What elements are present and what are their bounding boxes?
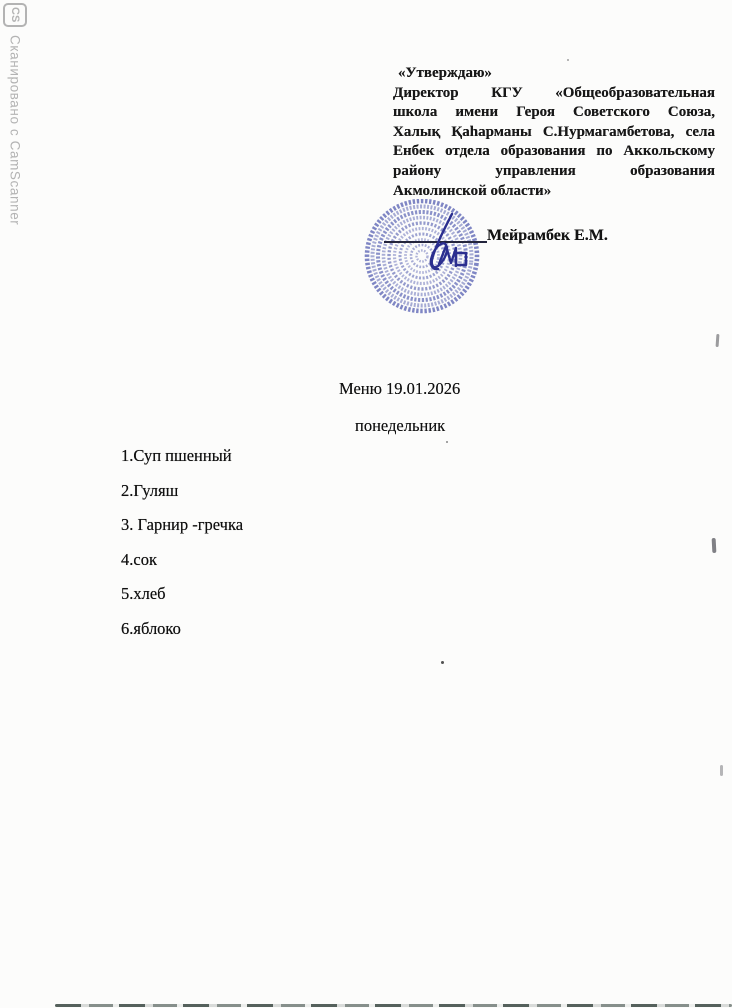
approval-line: Директор КГУ «Общеобразовательная xyxy=(393,84,715,101)
approval-line: Халық Қаһарманы С.Нурмагамбетова, села xyxy=(393,123,715,140)
menu-weekday: понедельник xyxy=(355,416,446,435)
menu-title: Меню 19.01.2026 xyxy=(339,379,461,398)
camscanner-logo-icon: CS xyxy=(3,3,27,27)
approval-line: школа имени Героя Советского Союза, xyxy=(393,104,715,121)
scan-speck xyxy=(441,661,444,664)
menu-item-list xyxy=(121,446,243,653)
approval-line: Енбек отдела образования по Аккольскому xyxy=(393,143,715,160)
menu-item: 6.яблоко xyxy=(121,618,181,638)
approval-line: «Утверждаю» xyxy=(398,65,492,81)
scan-speck xyxy=(567,59,569,61)
page-bottom-edge-artifact xyxy=(55,1004,732,1008)
menu-item: 1.Суп пшенный xyxy=(121,446,232,465)
scan-speck xyxy=(446,441,448,443)
scan-smudge xyxy=(712,538,717,553)
menu-item: 4.сок xyxy=(121,549,157,569)
camscanner-watermark xyxy=(3,3,27,323)
approval-header-block xyxy=(393,64,715,201)
scan-smudge xyxy=(720,765,723,776)
approval-line: району управления образования xyxy=(393,162,715,179)
menu-item: 3. Гарнир -гречка xyxy=(121,515,244,534)
camscanner-watermark-label: Сканировано с CamScanner xyxy=(7,35,23,226)
menu-item: 2.Гуляш xyxy=(121,480,179,500)
approval-line: Акмолинской области» xyxy=(393,182,552,199)
signer-name: Мейрамбек Е.М. xyxy=(487,227,608,244)
signature-scribble xyxy=(403,206,477,280)
menu-item: 5.хлеб xyxy=(121,584,166,603)
scan-smudge xyxy=(716,334,719,347)
